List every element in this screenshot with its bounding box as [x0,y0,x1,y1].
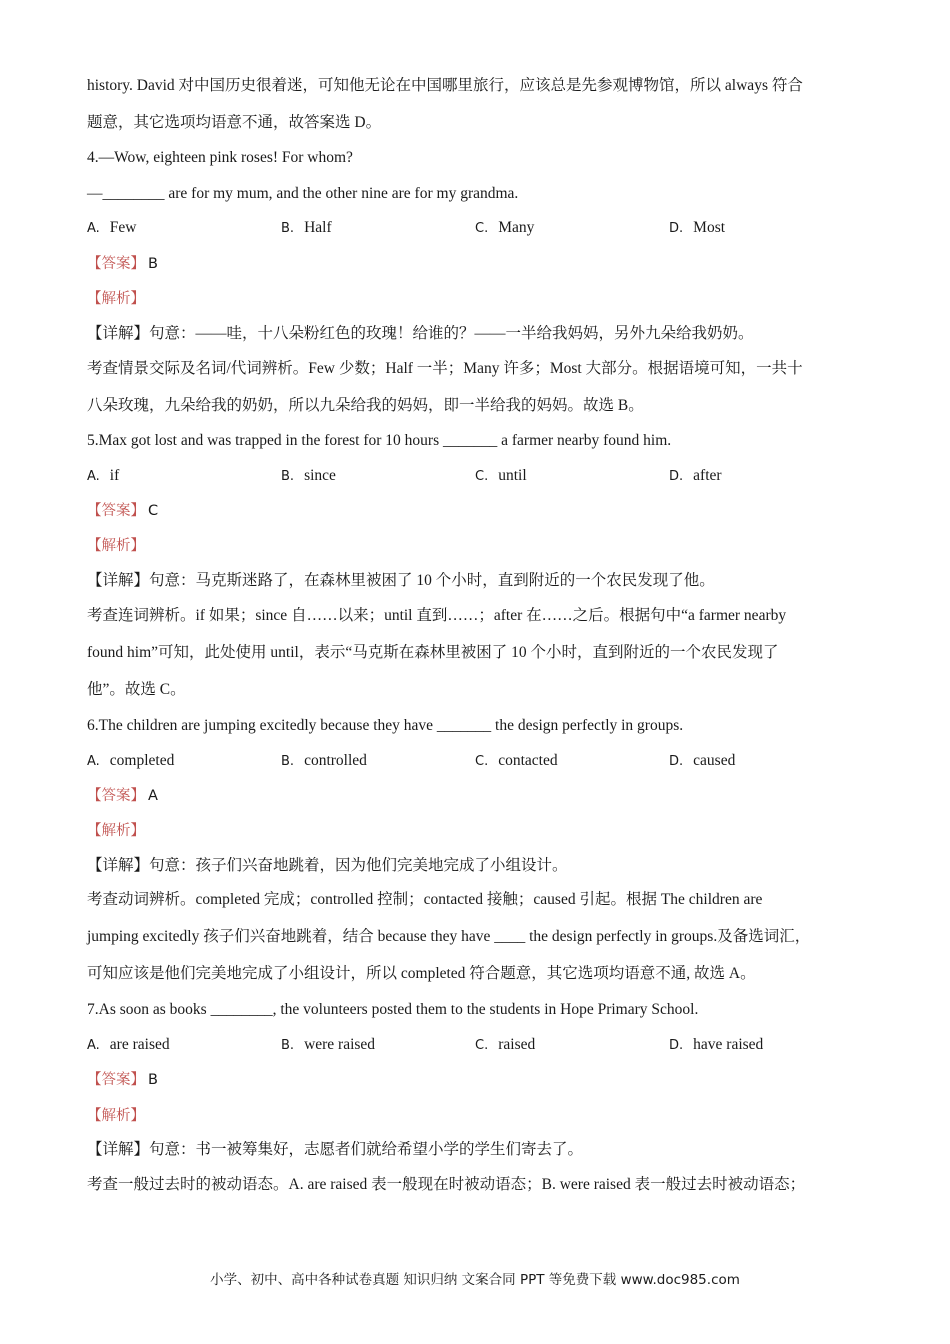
option-c [475,751,558,772]
option-letter: A. [87,221,100,236]
option-a [87,466,119,487]
question-stem: 4.—Wow, eighteen pink roses! For whom? [87,149,353,166]
question-stem: —________ are for my mum, and the other nine are for my grandma. [87,185,519,202]
answer-label: 【答案】 [87,788,145,804]
analysis-label-text: 【解析】 [87,291,145,307]
option-text: raised [498,1036,536,1053]
detail-line: 考查情景交际及名词/代词辨析。Few 少数；Half 一半；Many 许多；Most 大部分。根据语境可知，一共十 [87,360,803,377]
page-footer: 小学、初中、高中各种试卷真题 知识归纳 文案合同 PPT 等免费下载 www.doc985.com [210,1272,740,1288]
option-letter: B. [281,754,295,769]
answer-line [87,501,158,521]
option-text: if [109,467,120,484]
option-b [281,466,336,487]
option-letter: B. [281,469,295,484]
detail-line: found him”可知，此处使用 until，表示“马克斯在森林里被困了 10 个小时，直到附近的一个农民发现了 [87,644,779,661]
option-b [281,751,367,772]
option-text: contacted [498,752,558,769]
option-d [669,1035,763,1056]
option-letter: B. [281,221,295,236]
option-text: caused [693,752,736,769]
answer-line [87,786,158,806]
option-text: Many [498,219,535,236]
option-b [281,218,332,239]
option-letter: C. [475,1038,489,1053]
answer-value: C [148,503,159,519]
option-c [475,218,534,239]
detail-line: 八朵玫瑰，九朵给我的奶奶，所以九朵给我的妈妈，即一半给我的妈妈。故选 B。 [87,397,644,414]
analysis-label-text: 【解析】 [87,1108,145,1124]
option-letter: A. [87,1038,100,1053]
detail-line: jumping excitedly 孩子们兴奋地跳着，结合 because they have ____ the design perfectly in groups.及备选词汇， [87,928,811,945]
option-letter: D. [669,469,684,484]
detail-line: 【详解】句意：马克斯迷路了，在森林里被困了 10 个小时，直到附近的一个农民发现了他。 [87,572,715,589]
option-text: Few [109,219,137,236]
answer-label: 【答案】 [87,256,145,272]
option-letter: D. [669,221,684,236]
analysis-label [87,289,145,309]
detail-line: 【详解】句意：书一被筹集好，志愿者们就给希望小学的学生们寄去了。 [87,1141,584,1158]
analysis-label-text: 【解析】 [87,538,145,554]
option-text: Half [304,219,332,236]
option-text: completed [109,752,175,769]
option-text: controlled [304,752,367,769]
option-letter: C. [475,469,489,484]
option-text: have raised [693,1036,764,1053]
analysis-label [87,821,145,841]
option-text: Most [693,219,726,236]
question-stem: 5.Max got lost and was trapped in the forest for 10 hours _______ a farmer nearby found him. [87,432,672,449]
option-d [669,218,725,239]
option-a [87,1035,170,1056]
detail-line: 他”。故选 C。 [87,681,186,698]
answer-line [87,1070,158,1090]
answer-line [87,254,158,274]
option-letter: A. [87,754,100,769]
option-letter: A. [87,469,100,484]
option-letter: C. [475,221,489,236]
answer-value: A [148,788,158,804]
option-letter: D. [669,1038,684,1053]
answer-label: 【答案】 [87,503,145,519]
option-c [475,1035,535,1056]
option-letter: D. [669,754,684,769]
analysis-label-text: 【解析】 [87,823,145,839]
detail-line: 考查动词辨析。completed 完成；controlled 控制；contacted 接触；caused 引起。根据 The children are [87,891,763,908]
option-text: are raised [109,1036,170,1053]
option-a [87,218,137,239]
question-stem: 6.The children are jumping excitedly because they have _______ the design perfectly in groups. [87,717,684,734]
text-line: history. David 对中国历史很着迷，可知他无论在中国哪里旅行，应该总是先参观博物馆，所以 always 符合 [87,77,803,94]
answer-value: B [148,1072,158,1088]
option-a [87,751,174,772]
analysis-label [87,1106,145,1126]
answer-value: B [148,256,158,272]
detail-line: 考查一般过去时的被动语态。A. are raised 表一般现在时被动语态；B. were raised 表一般过去时被动语态； [87,1176,806,1193]
option-text: until [498,467,527,484]
option-letter: B. [281,1038,295,1053]
option-c [475,466,527,487]
option-b [281,1035,375,1056]
detail-line: 【详解】句意：——哇，十八朵粉红色的玫瑰！给谁的？——一半给我妈妈，另外九朵给我奶奶。 [87,325,754,342]
option-text: since [304,467,336,484]
detail-line: 【详解】句意：孩子们兴奋地跳着，因为他们完美地完成了小组设计。 [87,857,568,874]
option-d [669,751,735,772]
option-letter: C. [475,754,489,769]
analysis-label [87,536,145,556]
option-text: were raised [304,1036,376,1053]
detail-line: 可知应该是他们完美地完成了小组设计，所以 completed 符合题意，其它选项均语意不通, 故选 A。 [87,965,756,982]
detail-line: 考查连词辨析。if 如果；since 自……以来；until 直到……；after 在……之后。根据句中“a farmer nearby [87,607,787,624]
option-text: after [693,467,722,484]
answer-label: 【答案】 [87,1072,145,1088]
question-stem: 7.As soon as books ________, the volunteers posted them to the students in Hope Primary School. [87,1001,699,1018]
option-d [669,466,722,487]
text-line: 题意，其它选项均语意不通，故答案选 D。 [87,114,382,131]
